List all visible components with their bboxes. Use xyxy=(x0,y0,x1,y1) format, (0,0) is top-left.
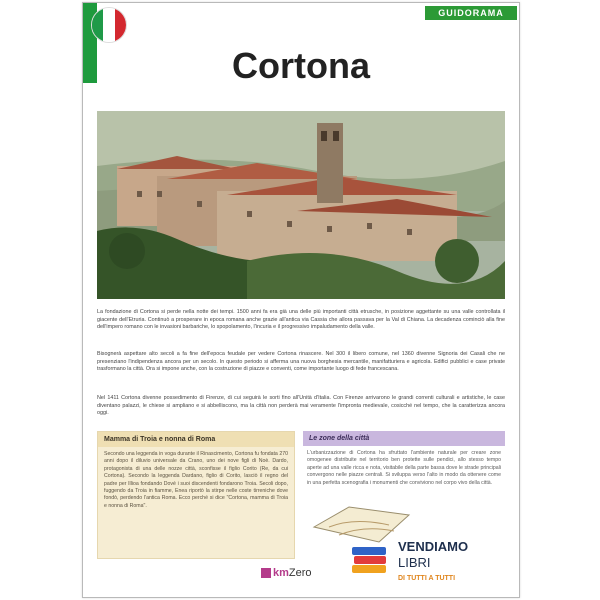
vendiamo-libri-watermark xyxy=(350,533,490,593)
cortona-town-photo xyxy=(97,111,505,299)
zones-box-title: Le zone della città xyxy=(303,431,505,446)
zones-box-text: L'urbanizzazione di Cortona ha sfruttato l'ambiente naturale per creare zone omogenee distribuite nel territorio ben protette sulle pendici, allo stesso tempo aperte ad una valle ricca e nota, visitabile della parte bassa dove le strade principali convergono nelle piazze centrali. Si sviluppa verso l'alto in modo da ottenere come in una perfetta scenografia i monumenti che conviviono nel corpo vivo della città. xyxy=(307,450,501,486)
guide-page xyxy=(82,2,520,598)
italian-flag-icon xyxy=(91,7,127,43)
logo-suffix: Zero xyxy=(288,567,312,579)
watermark-line2: LIBRI xyxy=(398,555,431,570)
legend-box-title: Mamma di Troia e nonna di Roma xyxy=(98,432,294,447)
brand-label: GUIDORAMA xyxy=(425,6,517,20)
legend-box-text: Secondo una leggenda in voga durante il Rinascimento, Cortona fu fondata 270 anni dopo il diluvio universale da Crano, uno dei nove figli di Noè. Dardo, protagonista di una delle nozze città, sconfisse il figlio Corito (Re, da cui Cortona). Secondo la leggenda Dardano, figlio di Corito, lasciò il regno del padre per Illioa fondando Dové i suoi discendenti fondarono Troia. Secoli dopo, fuggendo da Troia in fiamme, Enea riportò la stirpe nelle coste tirreniche dove fondò, perdendo l'antica Roma. Ecco perché si dice "Cortona, mamma di Troia e nonna di Roma". xyxy=(104,451,288,509)
paragraph-florence: Nel 1411 Cortona divenne possedimento di Firenze, di cui seguirà le sorti fino all'Unità d'Italia. Con Firenze arrivarono le grandi correnti culturali e artistiche, le case diventano palazzi, le chiese si ampliano e si abbelliscono, ma la città non perderà mai veramente l'impronta medievale, cosicché nel tempo, che la caratterizza ancora oggi. xyxy=(97,395,505,417)
page-title: Cortona xyxy=(232,45,370,86)
watermark-line3: DI TUTTI A TUTTI xyxy=(398,575,456,582)
paragraph-medieval: Bisognerà aspettare alto secoli a fa fine dell'epoca feudale per vedere Cortona rinascere. Nel 300 il libero comune, nel 1360 divenne Signoria dei Casali che ne presenziano l'indipendenza ancora per un secolo. In questo periodo si afferma una nuova borghesia mercantile, manifatturiera e agricola. Edifici pubblici e case private trasformano la città. Ora si impone anche, con la costruzione di piazze e conventi, come importante luogo di fede francescana. xyxy=(97,351,505,373)
logo-prefix: km xyxy=(273,567,289,579)
logo-square-icon xyxy=(261,568,271,578)
paragraph-foundation: La fondazione di Cortona si perde nella notte dei tempi. 1500 anni fa era già una delle più importanti città etrusche, in posizione aggettante su una valle controllata il giacente dell'Etruria. Continuò a prosperare in epoca romana anche grazie all'antica via Cassia che allora passava per la Val di Chiana. La decadenza cominciò alla fine dell'impero romano con le invasioni barbariche, lo spopolamento, l'incuria e il progressivo impaludamento della valle. xyxy=(97,309,505,331)
watermark-line1: VENDIAMO xyxy=(398,539,469,554)
publisher-logo xyxy=(261,567,312,579)
sidebar-legend-box xyxy=(97,431,295,559)
books-stack-icon xyxy=(350,541,390,577)
